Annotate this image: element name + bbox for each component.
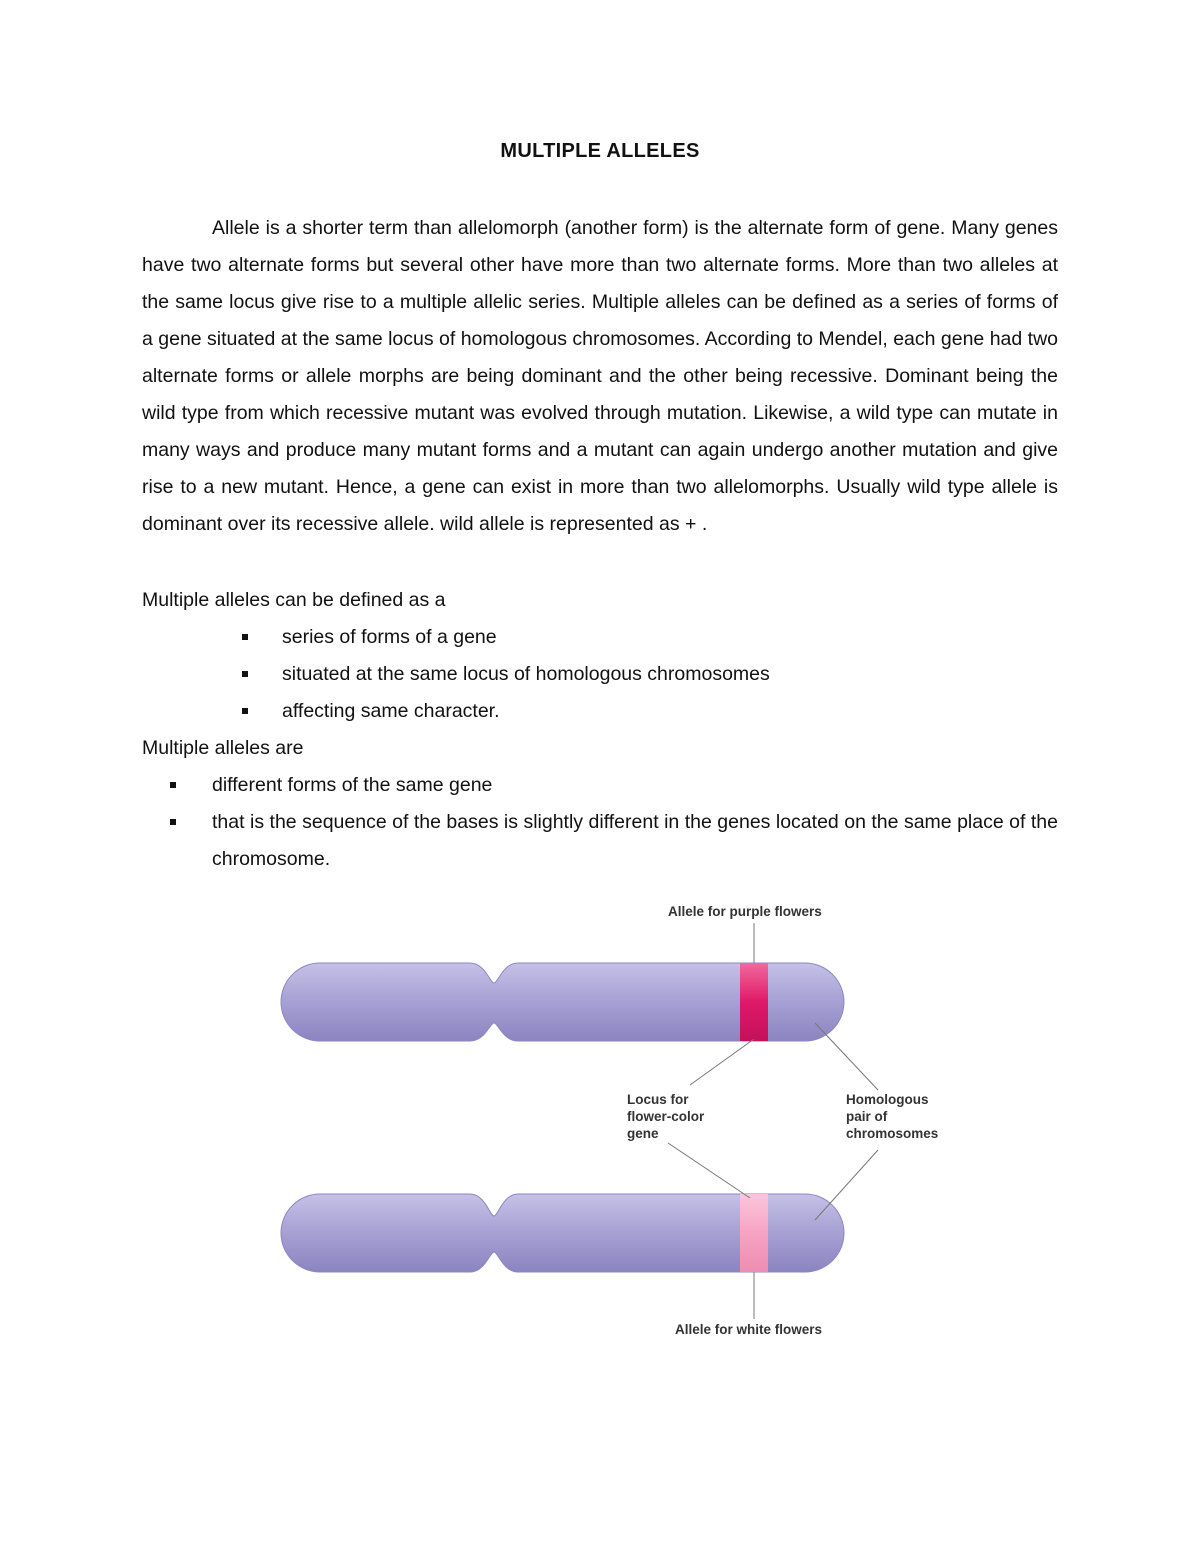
- list-item-text: situated at the same locus of homologous chromosomes: [282, 663, 770, 685]
- square-bullet-icon: [242, 634, 248, 640]
- list-item: [242, 619, 1042, 656]
- list-item-text: that is the sequence of the bases is slightly different in the genes located on the same place of the chromosome.: [212, 811, 1058, 870]
- chromosome-diagram: [280, 895, 970, 1350]
- intro-paragraph: Allele is a shorter term than allelomorph (another form) is the alternate form of gene. Many genes have two alternate forms but several other have more than two alternate forms. More than two alleles at the same locus give rise to a multiple allelic series. Multiple alleles can be defined as a series of forms of a gene situated at the same locus of homologous chromosomes. According to Mendel, each gene had two alternate forms or allele morphs are being dominant and the other being recessive. Dominant being the wild type from which recessive mutant was evolved through mutation. Likewise, a wild type can mutate in many ways and produce many mutant forms and a mutant can again undergo another mutation and give rise to a new mutant. Hence, a gene can exist in more than two allelomorphs. Usually wild type allele is dominant over its recessive allele. wild allele is represented as + .: [142, 217, 1058, 535]
- definition-intro: Multiple alleles can be defined as a: [142, 589, 446, 611]
- purple-allele-band: [740, 963, 768, 1041]
- label-locus: Locus for flower-color gene: [627, 1092, 705, 1141]
- list-item-text: different forms of the same gene: [212, 774, 493, 796]
- leader-line-locus-bottom: [668, 1143, 750, 1198]
- list-item: [242, 693, 1042, 730]
- definition-bullet-list: [242, 619, 1042, 730]
- list-item: [242, 656, 1042, 693]
- leader-line-homologous-bottom: [815, 1150, 878, 1220]
- white-allele-band: [740, 1194, 768, 1272]
- square-bullet-icon: [170, 782, 176, 788]
- square-bullet-icon: [242, 708, 248, 714]
- square-bullet-icon: [242, 671, 248, 677]
- are-intro: Multiple alleles are: [142, 737, 304, 759]
- leader-line-homologous-top: [815, 1023, 878, 1090]
- leader-line-locus-top: [690, 1039, 754, 1085]
- list-item: [170, 767, 1058, 804]
- label-allele-white: Allele for white flowers: [675, 1322, 823, 1337]
- list-item-text: series of forms of a gene: [282, 626, 497, 648]
- label-allele-purple: Allele for purple flowers: [668, 904, 822, 919]
- square-bullet-icon: [170, 819, 176, 825]
- list-item-text: affecting same character.: [282, 700, 500, 722]
- label-homologous-pair: Homologous pair of chromosomes: [846, 1092, 939, 1141]
- page-title: MULTIPLE ALLELES: [500, 140, 700, 162]
- are-bullet-list: [170, 767, 1058, 878]
- list-item: [170, 804, 1058, 878]
